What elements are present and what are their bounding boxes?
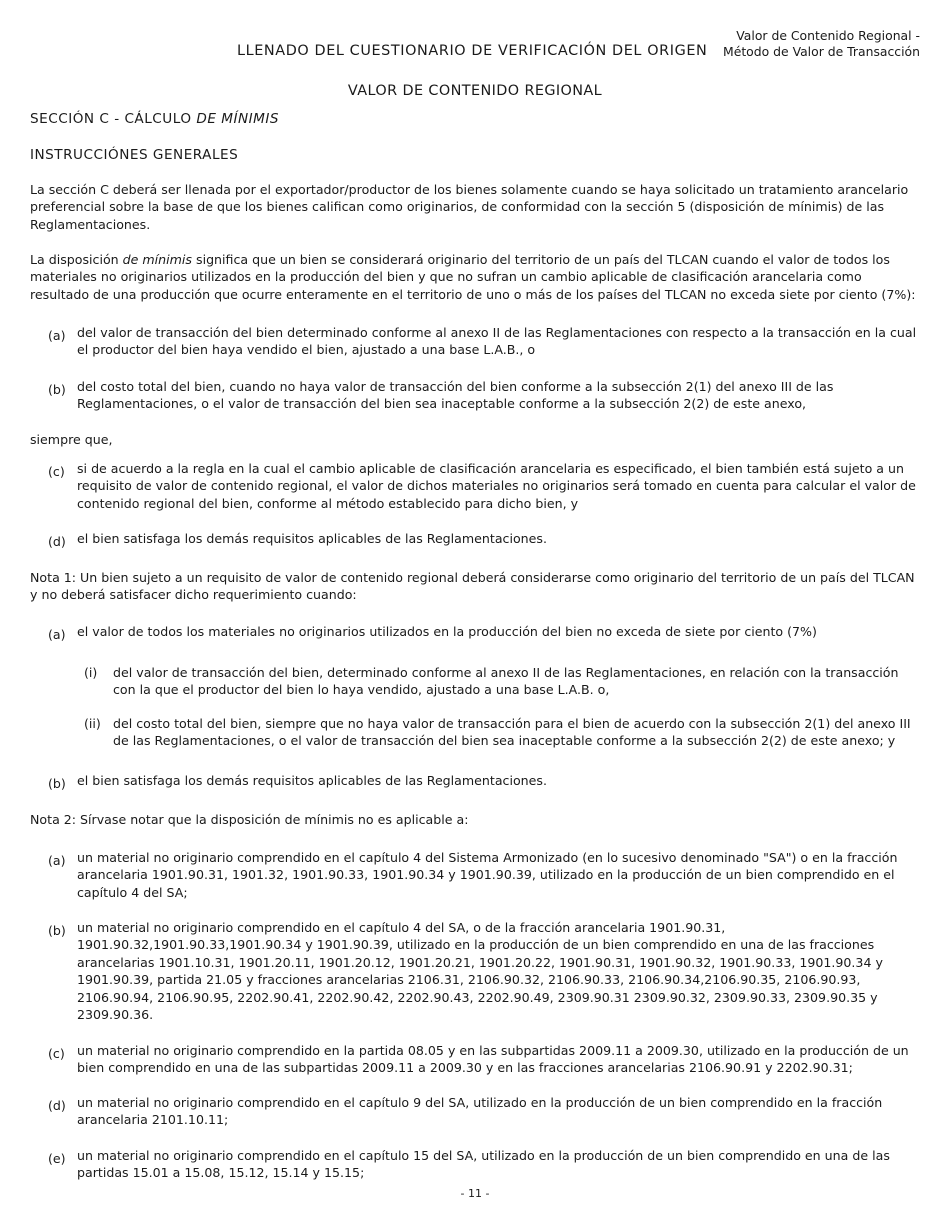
- sub-list-text: del costo total del bien, siempre que no haya valor de transacción para el bien de acuerdo con la subsección 2(1) del anexo III de las Reglamentaciones, o el valor de transacción del bien sea inaceptable conforme a la subsección 2(2) de este anexo; y: [113, 716, 911, 749]
- list-item: [30, 772, 920, 790]
- de-minimis-text-b: significa que un bien se considerará originario del territorio de un país del TLCAN cuando el valor de todos los materiales no originarios utilizados en la producción del bien y que no sufran un cambio aplicable de clasificación arancelaria como resultado de una producción que ocurre enteramente en el territorio de uno o más de los países del TLCAN no exceda siete por ciento (7%):: [30, 252, 916, 302]
- list-item: [30, 1094, 920, 1130]
- note-2: Nota 2: Sírvase notar que la disposición de mínimis no es aplicable a:: [30, 812, 469, 827]
- list-item: [30, 623, 920, 641]
- list-item: [30, 324, 920, 360]
- list-item: [30, 530, 920, 548]
- list-item: [30, 919, 920, 1025]
- note-1: Nota 1: Un bien sujeto a un requisito de valor de contenido regional deberá considerarse como originario del territorio de un país del TLCAN y no deberá satisfacer dicho requerimiento cuando:: [30, 570, 915, 603]
- general-instructions-heading: INSTRUCCIÓNES GENERALES: [30, 147, 239, 163]
- list-item: [30, 1147, 920, 1183]
- page-subtitle: VALOR DE CONTENIDO REGIONAL: [347, 83, 603, 99]
- list-label: (d): [48, 534, 66, 549]
- section-heading: [30, 111, 279, 128]
- list-text: el valor de todos los materiales no originarios utilizados en la producción del bien no exceda de siete por ciento (7%): [77, 624, 817, 639]
- list-text: un material no originario comprendido en el capítulo 15 del SA, utilizado en la producción de un bien comprendido en una de las partidas 15.01 a 15.08, 15.12, 15.14 y 15.15;: [77, 1148, 890, 1181]
- list-label: (a): [48, 853, 66, 868]
- list-label: (a): [48, 627, 66, 642]
- header-right-line1: Valor de Contenido Regional -: [736, 28, 920, 43]
- sub-list-label: (ii): [84, 716, 101, 731]
- list-text: un material no originario comprendido en la partida 08.05 y en las subpartidas 2009.11 a 2009.30, utilizado en la producción de un bien comprendido en una de las subpartidas 2009.11 a 2009.30 y en las fracciones arancelarias 2106.90.91 y 2202.90.31;: [77, 1043, 909, 1076]
- list-text: si de acuerdo a la regla en la cual el cambio aplicable de clasificación arancelaria es especificado, el bien también está sujeto a un requisito de valor de contenido regional, el valor de dichos materiales no originarios será tomado en cuenta para calcular el valor de contenido regional del bien, conforme al método establecido para dicho bien, y: [77, 461, 916, 511]
- intro-paragraph: La sección C deberá ser llenada por el exportador/productor de los bienes solamente cuando se haya solicitado un tratamiento arancelario preferencial sobre la base de que los bienes califican como originarios, de conformidad con la sección 5 (disposición de mínimis) de las Reglamentaciones.: [30, 182, 909, 232]
- list-text: el bien satisfaga los demás requisitos aplicables de las Reglamentaciones.: [77, 773, 547, 788]
- list-label: (b): [48, 382, 66, 397]
- sub-list-item: [84, 715, 922, 751]
- sub-list-item: [84, 664, 922, 700]
- list-text: el bien satisfaga los demás requisitos aplicables de las Reglamentaciones.: [77, 531, 547, 546]
- list-text: un material no originario comprendido en el capítulo 4 del Sistema Armonizado (en lo sucesivo denominado "SA") o en la fracción arancelaria 1901.90.31, 1901.32, 1901.90.33, 1901.90.34 y 1901.90.39, utilizado en la producción de un bien comprendido en el capítulo 4 del SA;: [77, 850, 898, 900]
- header-right-line2: Método de Valor de Transacción: [723, 44, 920, 59]
- list-label: (b): [48, 923, 66, 938]
- list-text: un material no originario comprendido en el capítulo 4 del SA, o de la fracción arancelaria 1901.90.31, 1901.90.32,1901.90.33,1901.90.34 y 1901.90.39, utilizado en la producción de un bien comprendido en una de las fracciones arancelarias 1901.10.31, 1901.20.11, 1901.20.12, 1901.20.21, 1901.20.22, 1901.90.31, 1901.90.32, 1901.90.33, 1901.90.34 y 1901.90.39, partida 21.05 y fracciones arancelarias 2106.31, 2106.90.32, 2106.90.33, 2106.90.34,2106.90.35, 2106.90.93, 2106.90.94, 2106.90.95, 2202.90.41, 2202.90.42, 2202.90.43, 2202.90.49, 2309.90.31 2309.90.32, 2309.90.33, 2309.90.35 y 2309.90.36.: [77, 920, 883, 1023]
- list-label: (b): [48, 776, 66, 791]
- list-item: [30, 460, 920, 514]
- de-minimis-text-a: La disposición: [30, 252, 123, 267]
- list-label: (e): [48, 1151, 66, 1166]
- sub-list-text: del valor de transacción del bien, determinado conforme al anexo II de las Reglamentaciones, en relación con la transacción con la que el productor del bien lo haya vendido, ajustado a una base L.A.B. o,: [113, 665, 899, 698]
- list-text: del valor de transacción del bien determinado conforme al anexo II de las Reglamentaciones con respecto a la transacción en la cual el productor del bien haya vendido el bien, ajustado a una base L.A.B., o: [77, 325, 917, 358]
- de-minimis-term: de mínimis: [122, 252, 192, 267]
- section-heading-italic: DE MÍNIMIS: [196, 111, 280, 127]
- header-section-label: [723, 28, 920, 60]
- list-label: (a): [48, 328, 66, 343]
- siempre-text: siempre que,: [30, 432, 113, 447]
- list-text: un material no originario comprendido en el capítulo 9 del SA, utilizado en la producción de un bien comprendido en la fracción arancelaria 2101.10.11;: [77, 1095, 883, 1128]
- de-minimis-paragraph: [30, 251, 920, 303]
- list-label: (c): [48, 464, 65, 479]
- list-item: [30, 378, 920, 414]
- section-heading-prefix: SECCIÓN C - CÁLCULO: [30, 111, 197, 127]
- list-label: (c): [48, 1046, 65, 1061]
- page-number: - 11 -: [460, 1187, 490, 1200]
- list-label: (d): [48, 1098, 66, 1113]
- list-item: [30, 849, 920, 903]
- list-text: del costo total del bien, cuando no haya valor de transacción del bien conforme a la subsección 2(1) del anexo III de las Reglamentaciones, o el valor de transacción del bien sea inaceptable conforme a la subsección 2(2) de este anexo,: [77, 379, 834, 412]
- page-title: LLENADO DEL CUESTIONARIO DE VERIFICACIÓN DEL ORIGEN: [237, 43, 708, 59]
- list-item: [30, 1042, 920, 1078]
- sub-list-label: (i): [84, 665, 98, 680]
